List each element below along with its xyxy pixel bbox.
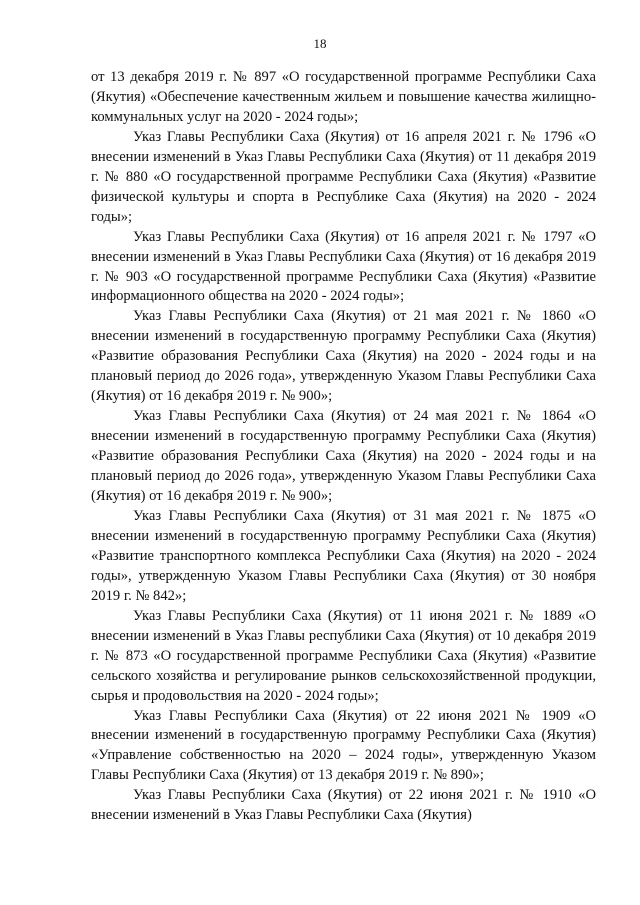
- paragraph-decree-1875: Указ Главы Республики Саха (Якутия) от 31 мая 2021 г. № 1875 «О внесении изменений в государственную программу Республики Саха (Якутия) «Развитие транспортного комплекса Республики Саха (Якутия) на 2020 - 2024 годы», утвержденную Указом Главы Республики Саха (Якутия) от 30 ноября 2019 г. № 842»;: [91, 507, 596, 604]
- paragraph-decree-1909: Указ Главы Республики Саха (Якутия) от 22 июня 2021 № 1909 «О внесении изменений в государственную программу Республики Саха (Якутия) «Управление собственностью на 2020 – 2024 годы», утвержденную Указом Главы Республики Саха (Якутия) от 13 декабря 2019 г. № 890»;: [91, 707, 596, 784]
- paragraph-decree-1796: Указ Главы Республики Саха (Якутия) от 16 апреля 2021 г. № 1796 «О внесении изменений в Указ Главы Республики Саха (Якутия) от 11 декабря 2019 г. № 880 «О государственной программе Республики Саха (Якутия) «Развитие физической культуры и спорта в Республике Саха (Якутия) на 2020 - 2024 годы»;: [91, 128, 596, 225]
- document-body: [91, 68, 596, 826]
- page-number: 18: [313, 36, 327, 51]
- paragraph-decree-1910: Указ Главы Республики Саха (Якутия) от 22 июня 2021 г. № 1910 «О внесении изменений в Указ Главы Республики Саха (Якутия): [91, 787, 596, 824]
- paragraph-decree-1860: Указ Главы Республики Саха (Якутия) от 21 мая 2021 г. № 1860 «О внесении изменений в государственную программу Республики Саха (Якутия) «Развитие образования Республики Саха (Якутия) на 2020 - 2024 годы и на плановый период до 2026 года», утвержденную Указом Главы Республики Саха (Якутия) от 16 декабря 2019 г. № 900»;: [91, 308, 596, 405]
- paragraph-decree-1864: Указ Главы Республики Саха (Якутия) от 24 мая 2021 г. № 1864 «О внесении изменений в государственную программу Республики Саха (Якутия) «Развитие образования Республики Саха (Якутия) на 2020 - 2024 годы и на плановый период до 2026 года», утвержденную Указом Главы Республики Саха (Якутия) от 16 декабря 2019 г. № 900»;: [91, 408, 596, 505]
- paragraph-decree-1889: Указ Главы Республики Саха (Якутия) от 11 июня 2021 г. № 1889 «О внесении изменений в Указ Главы республики Саха (Якутия) от 10 декабря 2019 г. № 873 «О государственной программе Республики Саха (Якутия) «Развитие сельского хозяйства и регулирование рынков сельскохозяйственной продукции, сырья и продовольствия на 2020 - 2024 годы»;: [91, 607, 596, 704]
- paragraph-decree-1797: Указ Главы Республики Саха (Якутия) от 16 апреля 2021 г. № 1797 «О внесении изменений в Указ Главы Республики Саха (Якутия) от 16 декабря 2019 г. № 903 «О государственной программе Республики Саха (Якутия) «Развитие информационного общества на 2020 - 2024 годы»;: [91, 228, 596, 305]
- paragraph-continuation-decree-897: от 13 декабря 2019 г. № 897 «О государственной программе Республики Саха (Якутия) «Обеспечение качественным жильем и повышение качества жилищно-коммунальных услуг на 2020 - 2024 годы»;: [91, 69, 596, 125]
